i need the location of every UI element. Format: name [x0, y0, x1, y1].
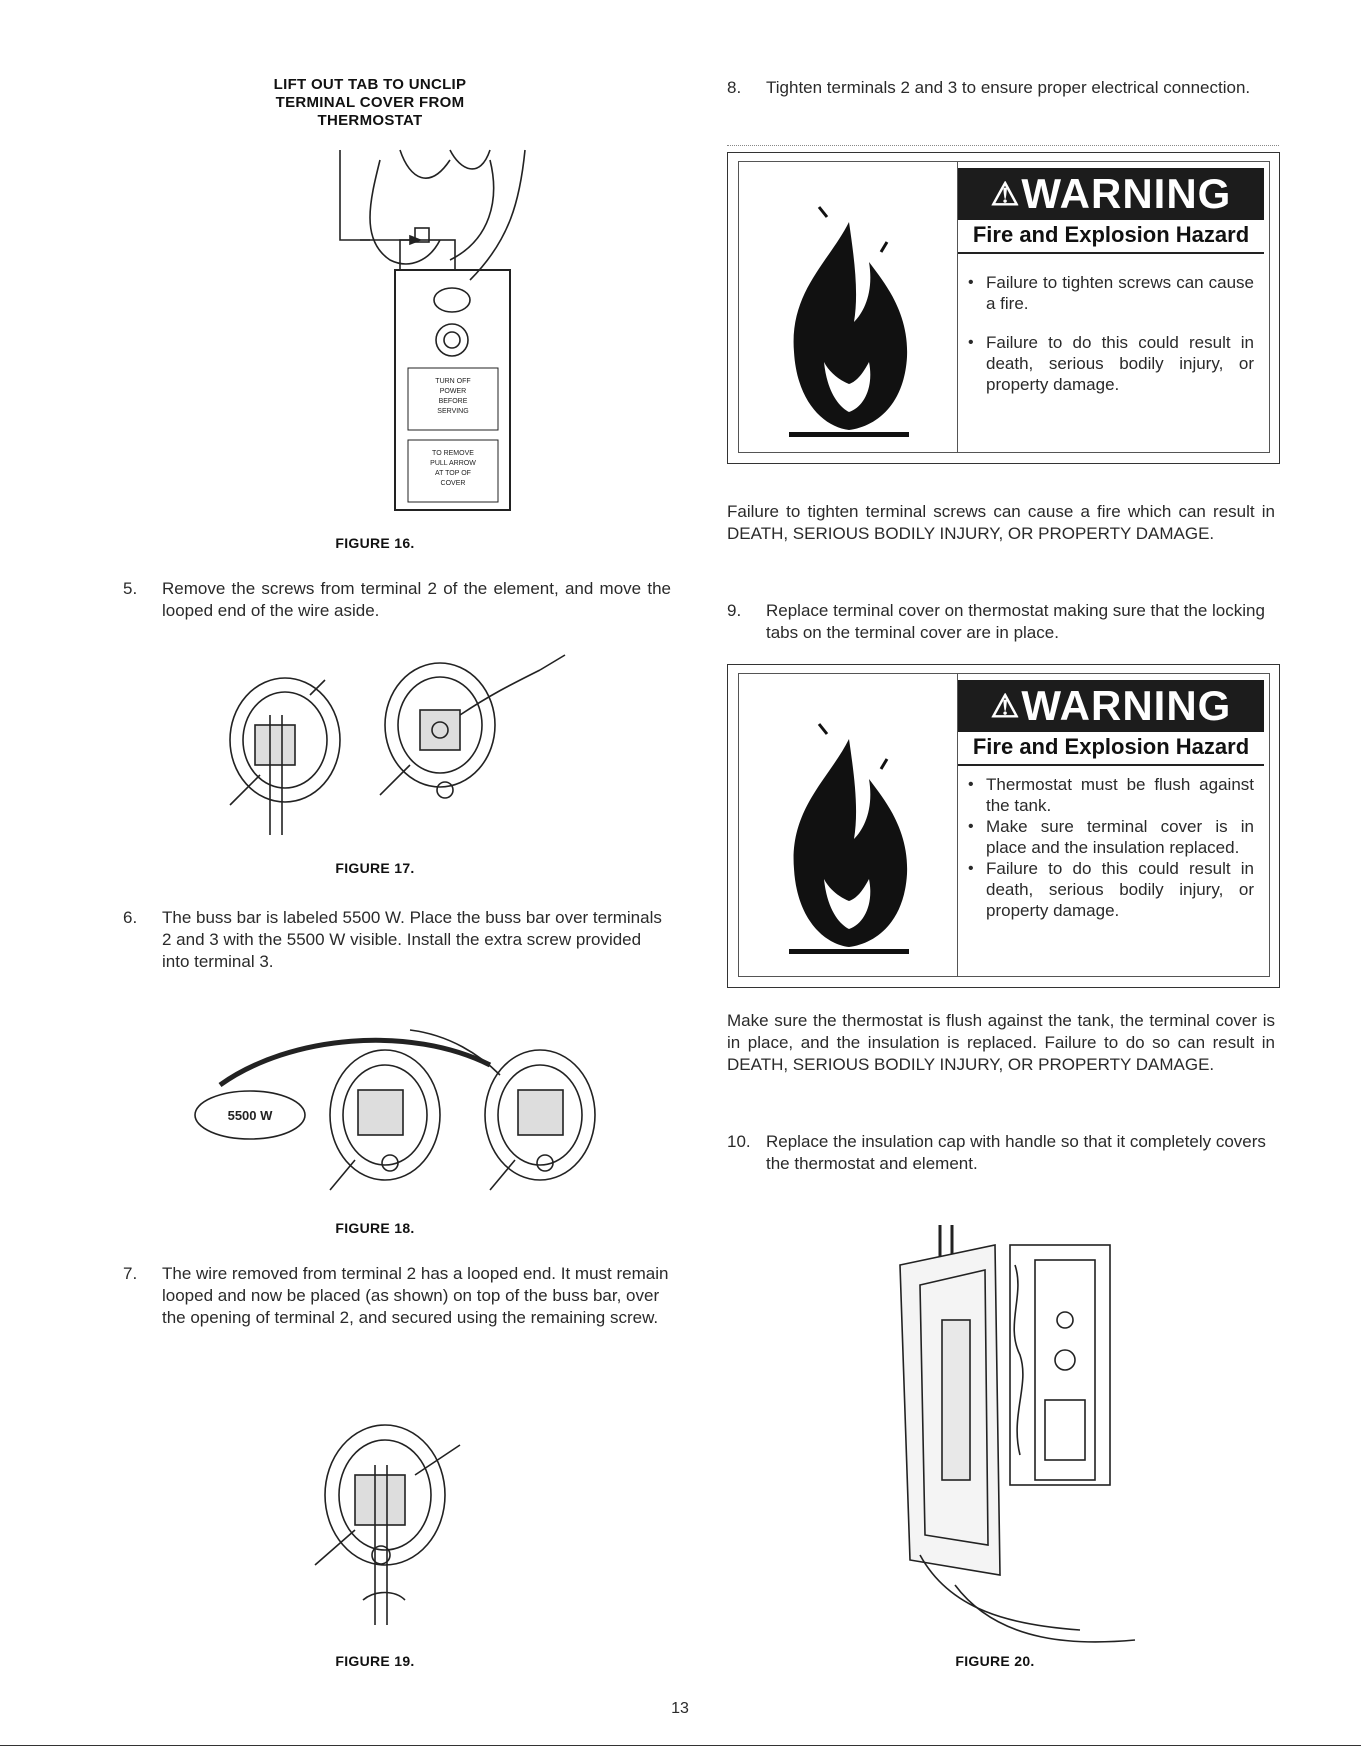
warning-2-bullets [964, 774, 1254, 921]
warning-2-box [727, 664, 1280, 988]
figure20-caption: FIGURE 20. [955, 1653, 1035, 1669]
step-6-number: 6. [123, 908, 138, 927]
figure16-instruction-line-3: THERMOSTAT [317, 112, 423, 129]
step-10 [727, 1131, 1275, 1175]
figure16-instruction-line-1: LIFT OUT TAB TO UNCLIP [273, 76, 467, 93]
step-5 [123, 578, 671, 622]
step-6-text: The buss bar is labeled 5500 W. Place the buss bar over terminals 2 and 3 with the 5500 W visible. Install the extra screw provided into terminal 3. [162, 908, 662, 971]
warning-1-bullet-1: • Failure to tighten screws can cause a fire. [964, 272, 1254, 314]
step-10-number: 10. [727, 1132, 751, 1151]
figure18-caption: FIGURE 18. [335, 1220, 415, 1236]
warning-1-explanation: Failure to tighten terminal screws can cause a fire which can result in DEATH, SERIOUS BODILY INJURY, OR PROPERTY DAMAGE. [727, 502, 1275, 543]
warning-2-hazard: Fire and Explosion Hazard [958, 734, 1264, 766]
turn-off-label-2: POWER [439, 388, 467, 395]
warning-triangle-icon: ⚠ [990, 176, 1020, 212]
warning-2-banner [958, 680, 1264, 732]
warning-triangle-icon-2: ⚠ [990, 688, 1020, 724]
figure16-thermostat-illustration [340, 140, 540, 530]
warning-2-title: WARNING [1021, 682, 1232, 729]
warning-1-banner [958, 168, 1264, 220]
step-8 [727, 77, 1272, 99]
warning-2-explanation: Make sure the thermostat is flush against the tank, the terminal cover is in place, and the insulation is replaced. Failure to do so can result in DEATH, SERIOUS BODILY INJURY, OR PROPERTY DAMAGE. [727, 1011, 1275, 1074]
figure18-buss-bar-illustration [190, 1015, 610, 1200]
remove-label-2: PULL ARROW [430, 460, 476, 467]
bottom-rule [0, 1745, 1361, 1746]
turn-off-label-1: TURN OFF [435, 378, 471, 385]
step-9 [727, 600, 1275, 644]
figure19-caption: FIGURE 19. [335, 1653, 415, 1669]
figure16-instruction [240, 76, 500, 130]
warning-1-dotted-rule [727, 145, 1279, 146]
remove-label-1: TO REMOVE [432, 450, 474, 457]
step-8-number: 8. [727, 78, 742, 97]
turn-off-label-4: SERVING [437, 408, 469, 415]
figure20-insulation-cap-illustration [880, 1225, 1160, 1625]
figure16-caption: FIGURE 16. [335, 535, 415, 551]
buss-bar-label: 5500 W [227, 1108, 273, 1123]
turn-off-label-3: BEFORE [438, 398, 468, 405]
step-7 [123, 1263, 671, 1329]
remove-label-4: COVER [440, 480, 466, 487]
warning-1-hazard: Fire and Explosion Hazard [958, 222, 1264, 254]
fire-icon [769, 202, 929, 442]
warning-2-bullet-3: • Failure to do this could result in death, serious bodily injury, or property damage. [964, 858, 1254, 921]
page-number: 13 [671, 1700, 689, 1717]
step-5-text: Remove the screws from terminal 2 of the element, and move the looped end of the wire aside. [162, 579, 671, 620]
step-5-number: 5. [123, 579, 138, 598]
warning-1-box [727, 152, 1280, 464]
step-9-text: Replace terminal cover on thermostat making sure that the locking tabs on the terminal cover are in place. [766, 601, 1265, 642]
warning-1-title: WARNING [1021, 170, 1232, 217]
step-8-text: Tighten terminals 2 and 3 to ensure proper electrical connection. [766, 78, 1251, 97]
warning-2-bullet-1: • Thermostat must be flush against the tank. [964, 774, 1254, 816]
step-10-text: Replace the insulation cap with handle so that it completely covers the thermostat and element. [766, 1132, 1266, 1173]
step-6 [123, 907, 671, 973]
fire-icon-2 [769, 719, 929, 959]
figure19-looped-wire-illustration [305, 1415, 475, 1630]
figure17-caption: FIGURE 17. [335, 860, 415, 876]
step-7-text: The wire removed from terminal 2 has a looped end. It must remain looped and now be placed (as shown) on top of the buss bar, over the opening of terminal 2, and secured using the remaining screw. [162, 1264, 669, 1327]
step-7-number: 7. [123, 1264, 138, 1283]
figure16-instruction-line-2: TERMINAL COVER FROM [275, 94, 465, 111]
warning-2-bullet-2: • Make sure terminal cover is in place and the insulation replaced. [964, 816, 1254, 858]
warning-1-bullets [964, 272, 1254, 395]
warning-1-bullet-2: • Failure to do this could result in death, serious bodily injury, or property damage. [964, 332, 1254, 395]
figure17-element-illustration [220, 655, 590, 855]
step-9-number: 9. [727, 601, 742, 620]
remove-label-3: AT TOP OF [435, 470, 471, 477]
